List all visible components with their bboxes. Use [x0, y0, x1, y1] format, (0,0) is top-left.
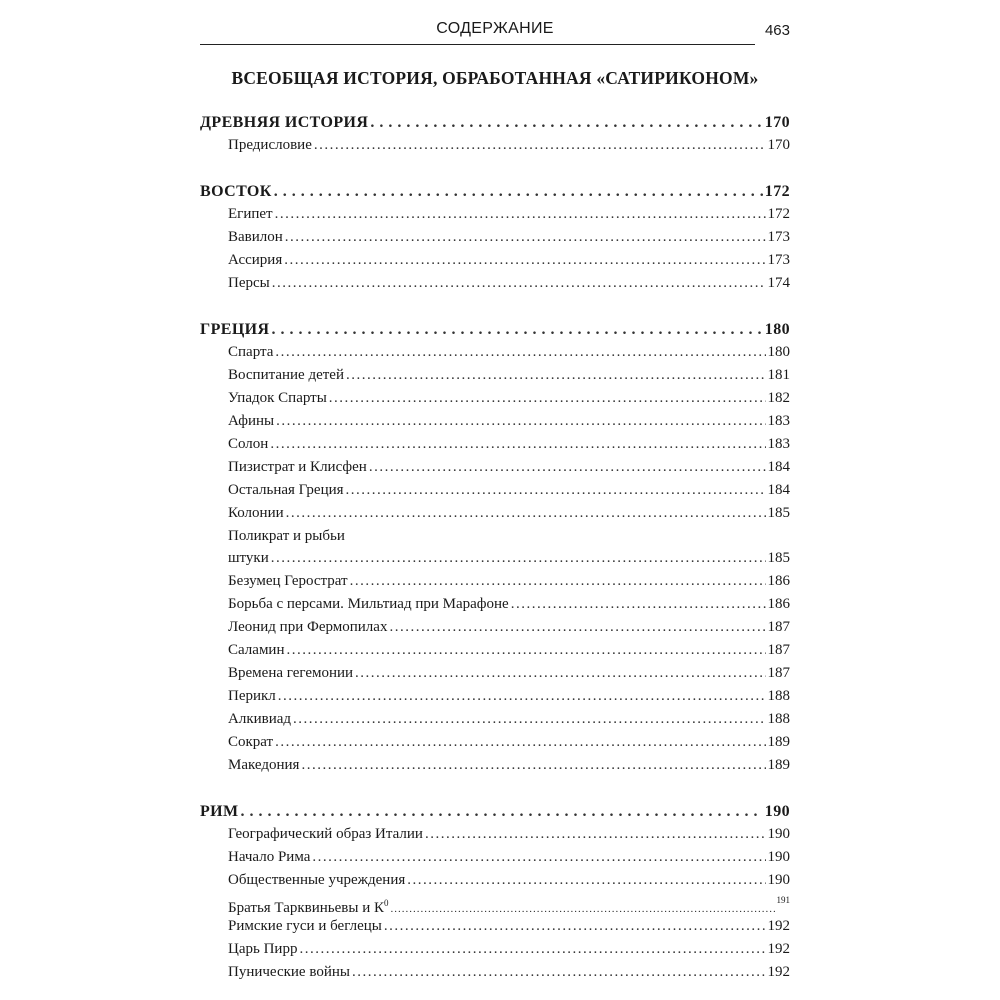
toc-entry-title: Братья Тарквиньевы и К — [228, 900, 384, 916]
toc-page: 188 — [767, 711, 790, 727]
toc-entry — [200, 961, 790, 984]
toc-page: 186 — [767, 596, 790, 612]
toc-entry-title: Солон — [228, 436, 269, 452]
toc-page: 187 — [767, 642, 790, 658]
toc-page: 190 — [767, 849, 790, 865]
toc-entry-title: штуки — [228, 550, 269, 566]
toc-entry — [200, 341, 790, 364]
dot-leader — [370, 111, 762, 134]
toc-entry — [200, 869, 790, 892]
toc-entry-title: Македония — [228, 757, 300, 773]
toc-part-title: РИМ — [200, 803, 239, 820]
toc-entry-title: Поликрат и рыбьи — [228, 528, 345, 544]
dot-leader — [271, 547, 766, 570]
toc-page: 180 — [767, 344, 790, 360]
toc-entry — [200, 456, 790, 479]
dot-leader — [285, 226, 766, 249]
toc-page: 190 — [767, 872, 790, 888]
toc-entry — [200, 846, 790, 869]
toc-entry — [200, 616, 790, 639]
dot-leader — [299, 938, 765, 961]
toc-entry-title: Географический образ Италии — [228, 826, 423, 842]
toc-entry-title: Безумец Герострат — [228, 573, 348, 589]
toc-entry-title: Общественные учреждения — [228, 872, 406, 888]
section-gap — [200, 777, 790, 800]
toc-entry-title: Царь Пирр — [228, 941, 298, 957]
dot-leader — [275, 203, 766, 226]
toc-page: 184 — [767, 482, 790, 498]
dot-leader — [272, 272, 766, 295]
toc-entry — [200, 249, 790, 272]
dot-leader — [271, 318, 762, 341]
toc-page: 185 — [767, 505, 790, 521]
toc-page: 173 — [767, 252, 790, 268]
running-title: СОДЕРЖАНИЕ — [436, 20, 554, 37]
book-title: ВСЕОБЩАЯ ИСТОРИЯ, ОБРАБОТАННАЯ «САТИРИКОНОМ» — [231, 68, 759, 88]
toc-page: 189 — [767, 734, 790, 750]
toc-entry-title: Спарта — [228, 344, 274, 360]
toc-page: 192 — [767, 918, 790, 934]
toc-entry-title: Египет — [228, 206, 273, 222]
dot-leader — [274, 180, 763, 203]
toc-page: 173 — [767, 229, 790, 245]
toc-entry — [200, 547, 790, 570]
toc-entry — [200, 823, 790, 846]
toc-page: 187 — [767, 665, 790, 681]
toc-part-title: ВОСТОК — [200, 183, 272, 200]
toc-entry — [200, 570, 790, 593]
toc-entry-title: Саламин — [228, 642, 285, 658]
toc-entry-title: Перикл — [228, 688, 276, 704]
toc-entry — [200, 502, 790, 525]
dot-leader — [314, 134, 766, 157]
section-gap — [200, 157, 790, 180]
toc-page: 181 — [767, 367, 790, 383]
toc-entry-title: Алкивиад — [228, 711, 292, 727]
dot-leader — [511, 593, 766, 616]
dot-leader — [384, 915, 766, 938]
toc-page: 183 — [767, 413, 790, 429]
dot-leader — [346, 479, 766, 502]
dot-leader — [284, 249, 765, 272]
toc-entry — [200, 364, 790, 387]
toc-page: 186 — [767, 573, 790, 589]
toc-page: 188 — [767, 688, 790, 704]
toc-page: 187 — [767, 619, 790, 635]
dot-leader — [286, 639, 765, 662]
toc-entry — [200, 134, 790, 157]
toc-entry-title: Сократ — [228, 734, 274, 750]
toc-part-title: ДРЕВНЯЯ ИСТОРИЯ — [200, 114, 369, 131]
dot-leader — [275, 731, 765, 754]
toc-entry-title: Остальная Греция — [228, 482, 344, 498]
toc-entry-title: Персы — [228, 275, 270, 291]
toc-page: 192 — [767, 964, 790, 980]
dot-leader — [270, 433, 765, 456]
toc-page: 183 — [767, 436, 790, 452]
dot-leader — [293, 708, 765, 731]
toc-entry — [200, 938, 790, 961]
toc-page: 189 — [767, 757, 790, 773]
toc-entry-wrapped-line — [200, 525, 790, 547]
toc-entry-title: Начало Рима — [228, 849, 311, 865]
dot-leader — [425, 823, 766, 846]
toc-entry — [200, 892, 790, 915]
dot-leader — [369, 456, 766, 479]
table-of-contents — [200, 111, 790, 984]
toc-page: 172 — [764, 183, 790, 200]
toc-page: 180 — [764, 321, 790, 338]
toc-entry-title: Римские гуси и беглецы — [228, 918, 382, 934]
toc-page: 190 — [767, 826, 790, 842]
toc-entry-title: Борьба с персами. Мильтиад при Марафоне — [228, 596, 509, 612]
toc-entry-title: Вавилон — [228, 229, 283, 245]
dot-leader — [352, 961, 766, 984]
dot-leader — [301, 754, 765, 777]
toc-entry — [200, 433, 790, 456]
toc-entry-title: Предисловие — [228, 137, 312, 153]
toc-entry — [200, 662, 790, 685]
toc-page: 170 — [767, 137, 790, 153]
toc-entry — [200, 915, 790, 938]
section-gap — [200, 295, 790, 318]
superscript: 0 — [384, 898, 389, 908]
toc-page: 192 — [767, 941, 790, 957]
dot-leader — [329, 387, 766, 410]
toc-page: 190 — [764, 803, 790, 820]
toc-page: 182 — [767, 390, 790, 406]
dot-leader — [275, 341, 765, 364]
dot-leader — [276, 410, 765, 433]
toc-part-rome — [200, 800, 790, 823]
toc-entry-title: Леонид при Фермопилах — [228, 619, 388, 635]
toc-part-ancient — [200, 111, 790, 134]
page-number: 463 — [764, 22, 790, 39]
toc-entry — [200, 203, 790, 226]
toc-entry-title: Пунические войны — [228, 964, 350, 980]
dot-leader — [312, 846, 765, 869]
toc-page: 172 — [767, 206, 790, 222]
dot-leader — [355, 662, 765, 685]
dot-leader — [407, 869, 765, 892]
dot-leader — [241, 800, 763, 823]
toc-entry-title: Упадок Спарты — [228, 390, 327, 406]
toc-part-title: ГРЕЦИЯ — [200, 321, 270, 338]
dot-leader — [350, 570, 766, 593]
toc-entry-title: Афины — [228, 413, 275, 429]
toc-entry — [200, 479, 790, 502]
toc-part-greece — [200, 318, 790, 341]
toc-entry-title: Колонии — [228, 505, 284, 521]
toc-entry — [200, 410, 790, 433]
dot-leader — [278, 685, 766, 708]
toc-page: 191 — [776, 895, 790, 905]
toc-entry — [200, 226, 790, 249]
toc-entry — [200, 593, 790, 616]
dot-leader — [346, 364, 766, 387]
toc-entry-title: Воспитание детей — [228, 367, 344, 383]
dot-leader — [286, 502, 766, 525]
toc-entry — [200, 708, 790, 731]
toc-part-east — [200, 180, 790, 203]
running-header — [200, 20, 790, 44]
toc-entry — [200, 272, 790, 295]
toc-page: 185 — [767, 550, 790, 566]
toc-entry-title: Пизистрат и Клисфен — [228, 459, 367, 475]
dot-leader — [389, 616, 765, 639]
toc-entry-title: Ассирия — [228, 252, 283, 268]
header-rule — [200, 44, 755, 45]
toc-entry-title: Времена гегемонии — [228, 665, 354, 681]
toc-page: 184 — [767, 459, 790, 475]
toc-entry — [200, 754, 790, 777]
toc-entry — [200, 731, 790, 754]
toc-page: 174 — [767, 275, 790, 291]
toc-entry — [200, 639, 790, 662]
toc-entry — [200, 685, 790, 708]
toc-entry — [200, 387, 790, 410]
toc-page: 170 — [764, 114, 790, 131]
